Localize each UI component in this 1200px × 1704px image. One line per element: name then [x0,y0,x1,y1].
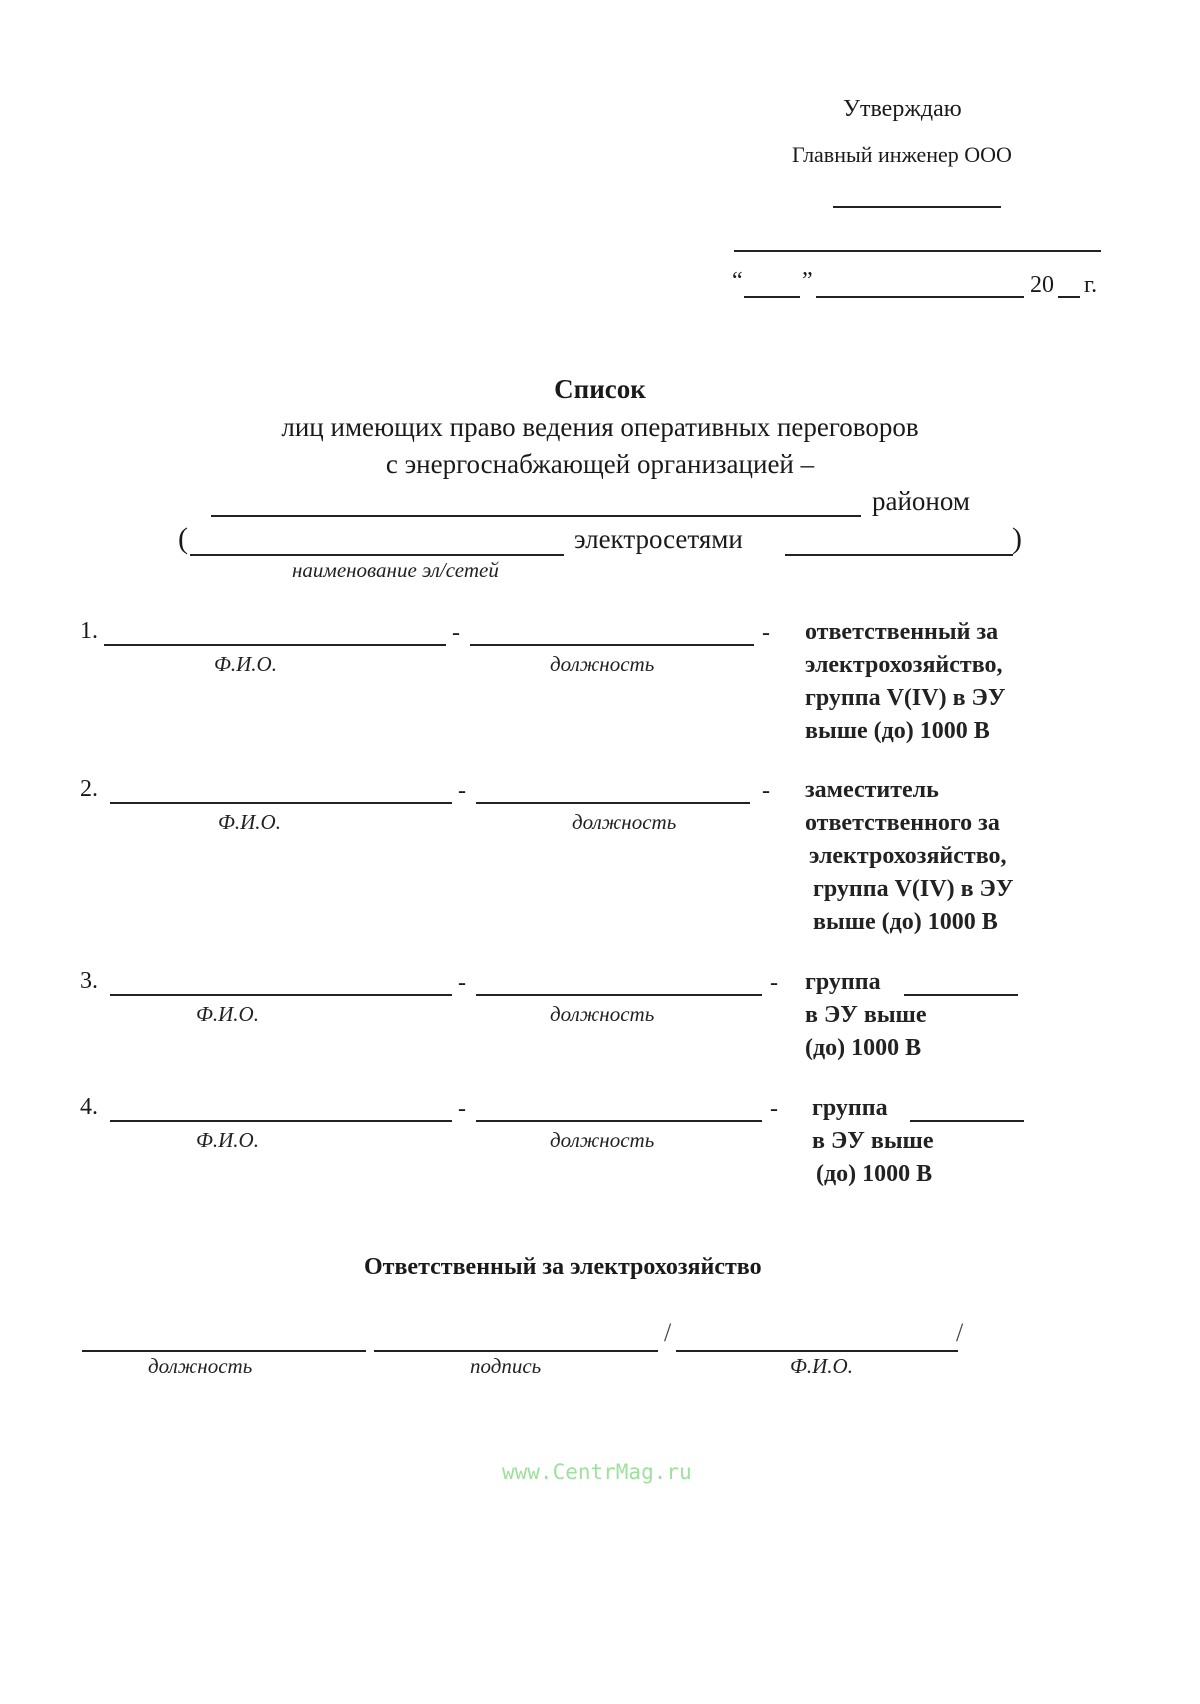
document-subtitle-line2: с энергоснабжающей организацией – [385,449,815,479]
document-subtitle-line1: лиц имеющих право ведения оперативных переговоров [281,412,919,442]
fio-caption: Ф.И.О. [196,1128,259,1152]
date-open-quote: “ [732,268,743,294]
fio-line[interactable] [110,1120,452,1122]
open-paren: ( [178,522,188,555]
fio-caption: Ф.И.О. [196,1002,259,1026]
role-description [805,774,1013,939]
dash: - [458,778,466,804]
close-paren: ) [1012,522,1022,555]
district-name-line[interactable] [211,515,861,517]
entry-number: 1. [80,618,98,644]
dash: - [770,970,778,996]
responsible-position-line[interactable] [82,1350,366,1352]
fio-caption: Ф.И.О. [218,810,281,834]
grid-caption: наименование эл/сетей [292,558,499,582]
responsible-signature-caption: подпись [470,1354,542,1378]
approve-label: Утверждаю [843,96,962,122]
role-line: выше (до) 1000 В [805,718,990,744]
position-line[interactable] [476,994,762,996]
dash: - [762,620,770,646]
date-year-line[interactable] [1058,296,1080,298]
document-heading: Список [554,374,646,404]
fio-line[interactable] [104,644,446,646]
date-day-line[interactable] [744,296,800,298]
position-line[interactable] [476,802,750,804]
role-line: группа [805,969,881,995]
position-caption: должность [572,810,677,834]
role-line: в ЭУ выше [812,1128,934,1154]
grid-word: электросетями [574,524,743,554]
fio-caption: Ф.И.О. [214,652,277,676]
dash: - [458,970,466,996]
entry-number: 3. [80,968,98,994]
responsible-fio-line[interactable] [676,1350,958,1352]
position-caption: должность [550,1128,655,1152]
date-close-quote: ” [802,268,813,294]
role-description [812,1092,933,1191]
watermark: www.CentrMag.ru [502,1460,692,1484]
position-caption: должность [550,1002,655,1026]
dash: - [762,778,770,804]
dash: - [452,620,460,646]
fio-line[interactable] [110,994,452,996]
date-year-prefix: 20 [1030,272,1054,298]
role-line: (до) 1000 В [816,1161,933,1187]
role-line: ответственный за [805,619,999,645]
dash: - [770,1096,778,1122]
approver-position: Главный инженер ООО [792,142,1012,167]
position-caption: должность [550,652,655,676]
role-description [805,616,1005,748]
slash-separator: / [664,1318,672,1347]
approver-name-line[interactable] [734,250,1101,252]
slash-separator: / [956,1318,964,1347]
responsible-title: Ответственный за электрохозяйство [364,1254,762,1280]
dash: - [458,1096,466,1122]
role-line: (до) 1000 В [805,1035,922,1061]
role-line: в ЭУ выше [805,1002,927,1028]
role-line: группа V(IV) в ЭУ [805,685,1006,711]
role-line: выше (до) 1000 В [813,909,998,935]
responsible-signature-line[interactable] [374,1350,658,1352]
role-line: заместитель [805,777,939,803]
approver-signature-line[interactable] [833,206,1001,208]
position-line[interactable] [470,644,754,646]
entry-number: 4. [80,1094,98,1120]
role-description [805,966,926,1065]
responsible-position-caption: должность [148,1354,253,1378]
district-word: районом [872,486,970,516]
entry-number: 2. [80,776,98,802]
grid-suffix-line[interactable] [785,554,1013,556]
date-suffix: г. [1084,272,1098,298]
position-line[interactable] [476,1120,762,1122]
fio-line[interactable] [110,802,452,804]
responsible-fio-caption: Ф.И.О. [790,1354,853,1378]
role-line: группа [812,1095,888,1121]
role-line: группа V(IV) в ЭУ [813,876,1014,902]
date-month-line[interactable] [816,296,1024,298]
role-line: электрохозяйство, [805,652,1003,678]
grid-name-line[interactable] [190,554,564,556]
role-line: ответственного за [805,810,1000,836]
role-line: электрохозяйство, [809,843,1007,869]
